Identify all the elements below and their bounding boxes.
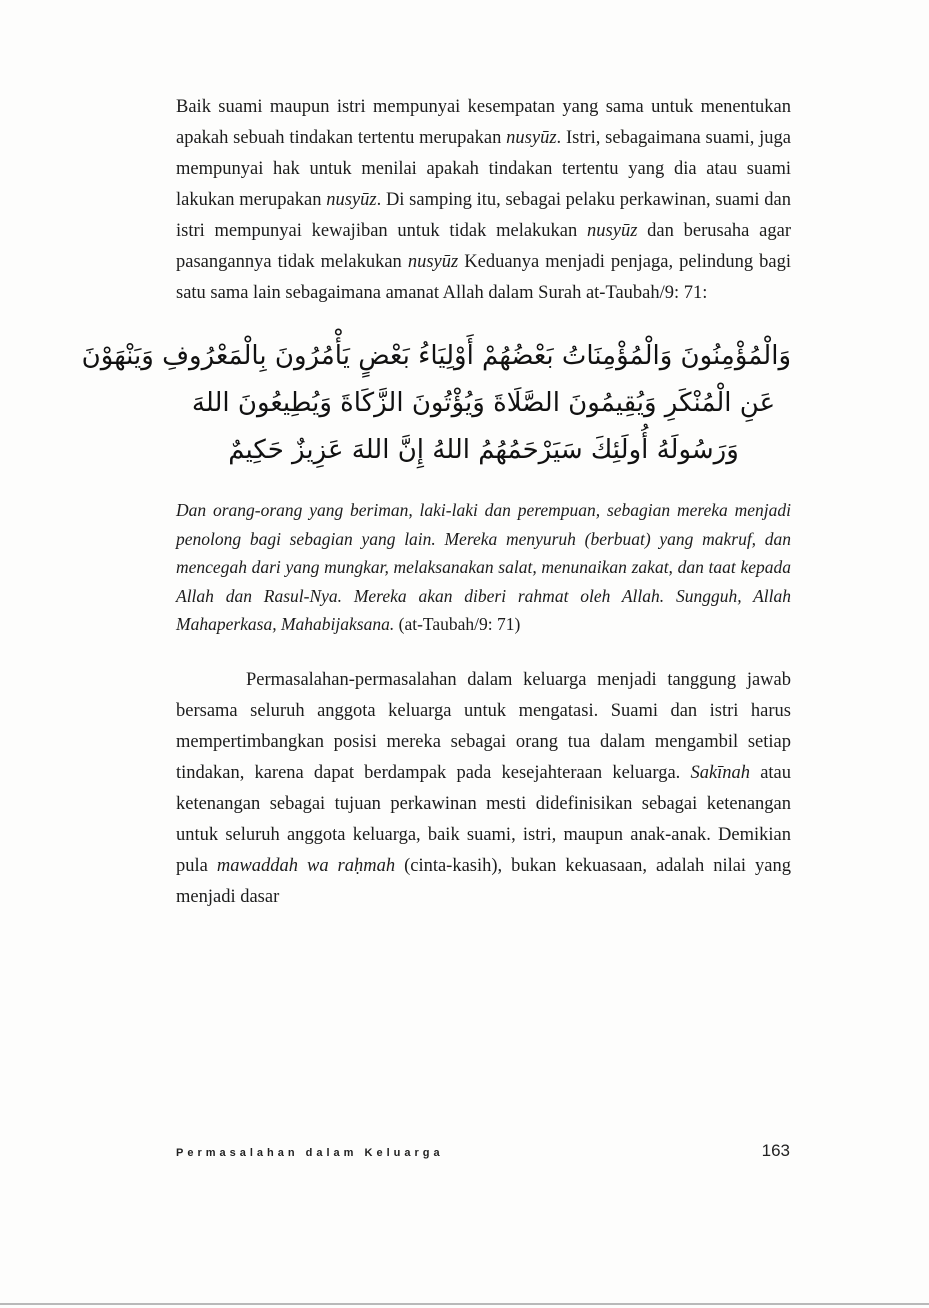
paragraph-family-responsibility: Permasalahan-permasalahan dalam keluarga menjadi tanggung jawab bersama seluruh anggota keluarga untuk mengatasi. Suami dan istri harus mempertimbangkan posisi mereka sebagai orang tua dalam mengambil setiap tindakan, karena dapat berdampak pada kesejahteraan keluarga. Sakīnah atau ketenangan sebagai tujuan perkawinan mesti didefinisikan sebagai ketenangan untuk seluruh anggota keluarga, baik suami, istri, maupun anak-anak. Demikian pula mawaddah wa raḥmah (cinta-kasih), bukan kekuasaan, adalah nilai yang menjadi dasar [176,669,792,907]
verse-line-3: وَرَسُولَهُ أُولَئِكَ سَيَرْحَمُهُمُ اللهُ إِنَّ اللهَ عَزِيزٌ حَكِيمٌ [228,435,739,465]
footer-page-number: 163 [761,1141,790,1160]
verse-line-2: عَنِ الْمُنْكَرِ وَيُقِيمُونَ الصَّلَاةَ وَيُؤْتُونَ الزَّكَاةَ وَيُطِيعُونَ اللهَ [191,388,776,418]
quran-verse-arabic [81,333,791,474]
paragraph-spacer [176,639,791,665]
page-footer [176,1141,790,1161]
footer-running-title: Permasalahan dalam Keluarga [176,1147,444,1159]
verse-translation: Dan orang-orang yang beriman, laki-laki dan perempuan, sebagian mereka menjadi penolong bagi sebagian yang lain. Mereka menyuruh (berbuat) yang makruf, dan mencegah dari yang mungkar, melaksanakan salat, menunaikan zakat, dan taat kepada Allah dan Rasul-Nya. Mereka akan diberi rahmat oleh Allah. Sungguh, Allah Mahaperkasa, Mahabijaksana. (at-Taubah/9: 71) [176,500,791,634]
content-area [81,92,792,913]
paragraph-nusyuz: Baik suami maupun istri mempunyai kesempatan yang sama untuk menentukan apakah sebuah tindakan tertentu merupakan nusyūz. Istri, sebagaimana suami, juga mempunyai hak untuk menilai apakah tindakan tertentu yang dia atau suami lakukan merupakan nusyūz. Di samping itu, sebagai pelaku perkawinan, suami dan istri mempunyai kewajiban untuk tidak melakukan nusyūz dan berusaha agar pasangannya tidak melakukan nusyūz Keduanya menjadi penjaga, pelindung bagi satu sama lain sebagaimana amanat Allah dalam Surah at-Taubah/9: 71: [176,97,792,303]
verse-line-1: وَالْمُؤْمِنُونَ وَالْمُؤْمِنَاتُ بَعْضُهُمْ أَوْلِيَاءُ بَعْضٍ يَأْمُرُونَ بِالْمَعْرُوفِ وَيَنْهَوْنَ [81,341,791,371]
page-bottom-edge [0,1303,929,1305]
